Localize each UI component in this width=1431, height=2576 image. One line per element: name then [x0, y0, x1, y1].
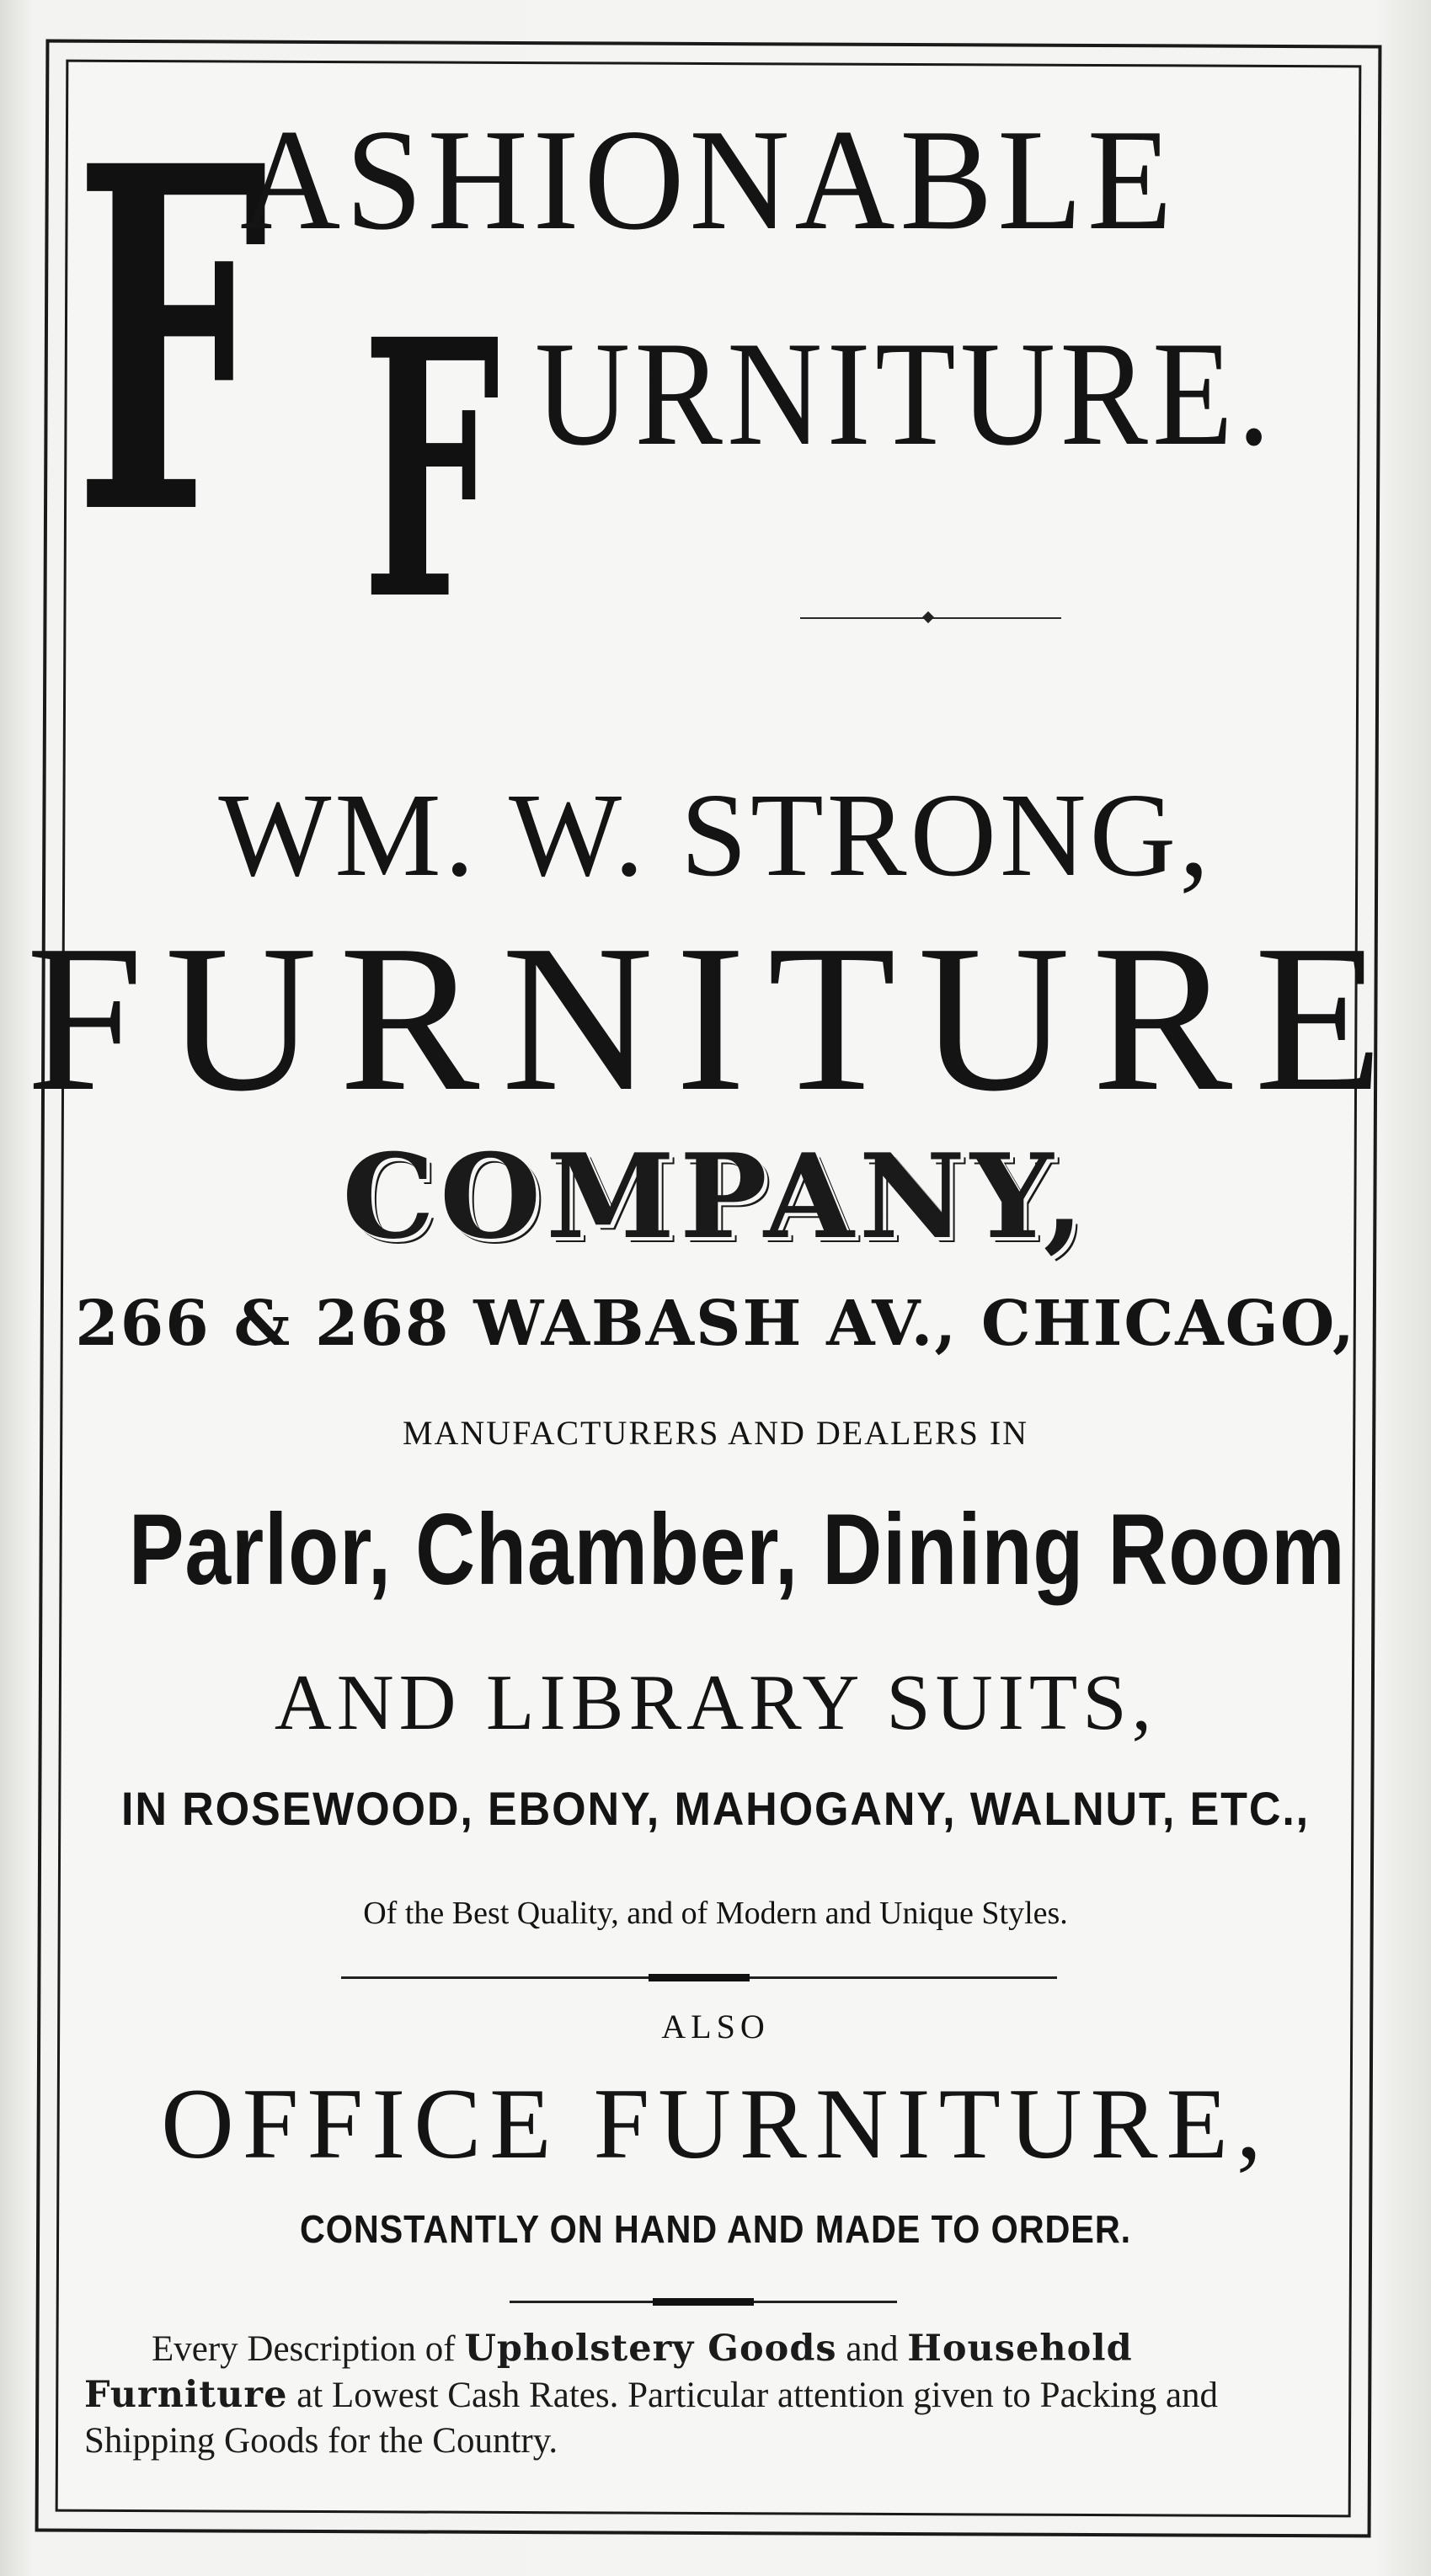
headline-word-fashionable: ASHIONABLE: [240, 100, 1177, 260]
footer-bold-household: Household Furniture: [84, 2328, 1133, 2416]
constantly-line: CONSTANTLY ON HAND AND MADE TO ORDER.: [299, 2207, 1132, 2251]
footer-text-3: at Lowest Cash Rates. Particular attention given to Packing and Shipping Goods for the Country.: [84, 2376, 1219, 2461]
library-suits-line: AND LIBRARY SUITS,: [274, 1659, 1157, 1747]
headline-initial-fancy-f: F: [362, 264, 501, 679]
headline-word-furniture: URNITURE.: [535, 310, 1275, 477]
footer-paragraph: [84, 2326, 1331, 2464]
rooms-line: Parlor, Chamber, Dining Room: [128, 1493, 1346, 1606]
footer-text-2: and: [836, 2329, 908, 2369]
company-title: COMPANY,: [342, 1128, 1089, 1265]
quality-line: Of the Best Quality, and of Modern and Unique Styles.: [363, 1896, 1068, 1931]
also-label: ALSO: [661, 2008, 770, 2045]
headline-initial-f: F: [74, 65, 269, 619]
owner-name: WM. W. STRONG,: [218, 768, 1213, 901]
office-furniture-title: OFFICE FURNITURE,: [161, 2067, 1270, 2179]
furniture-title: FURNITURE: [26, 902, 1405, 1135]
manufacturers-line: MANUFACTURERS AND DEALERS IN: [402, 1414, 1029, 1452]
woods-line: IN ROSEWOOD, EBONY, MAHOGANY, WALNUT, ETC.,: [121, 1782, 1310, 1835]
footer-bold-upholstery: Upholstery Goods: [464, 2328, 837, 2370]
address-line: 266 & 268 WABASH AV., CHICAGO,: [75, 1288, 1356, 1360]
footer-text-1: Every Description of: [152, 2329, 465, 2369]
